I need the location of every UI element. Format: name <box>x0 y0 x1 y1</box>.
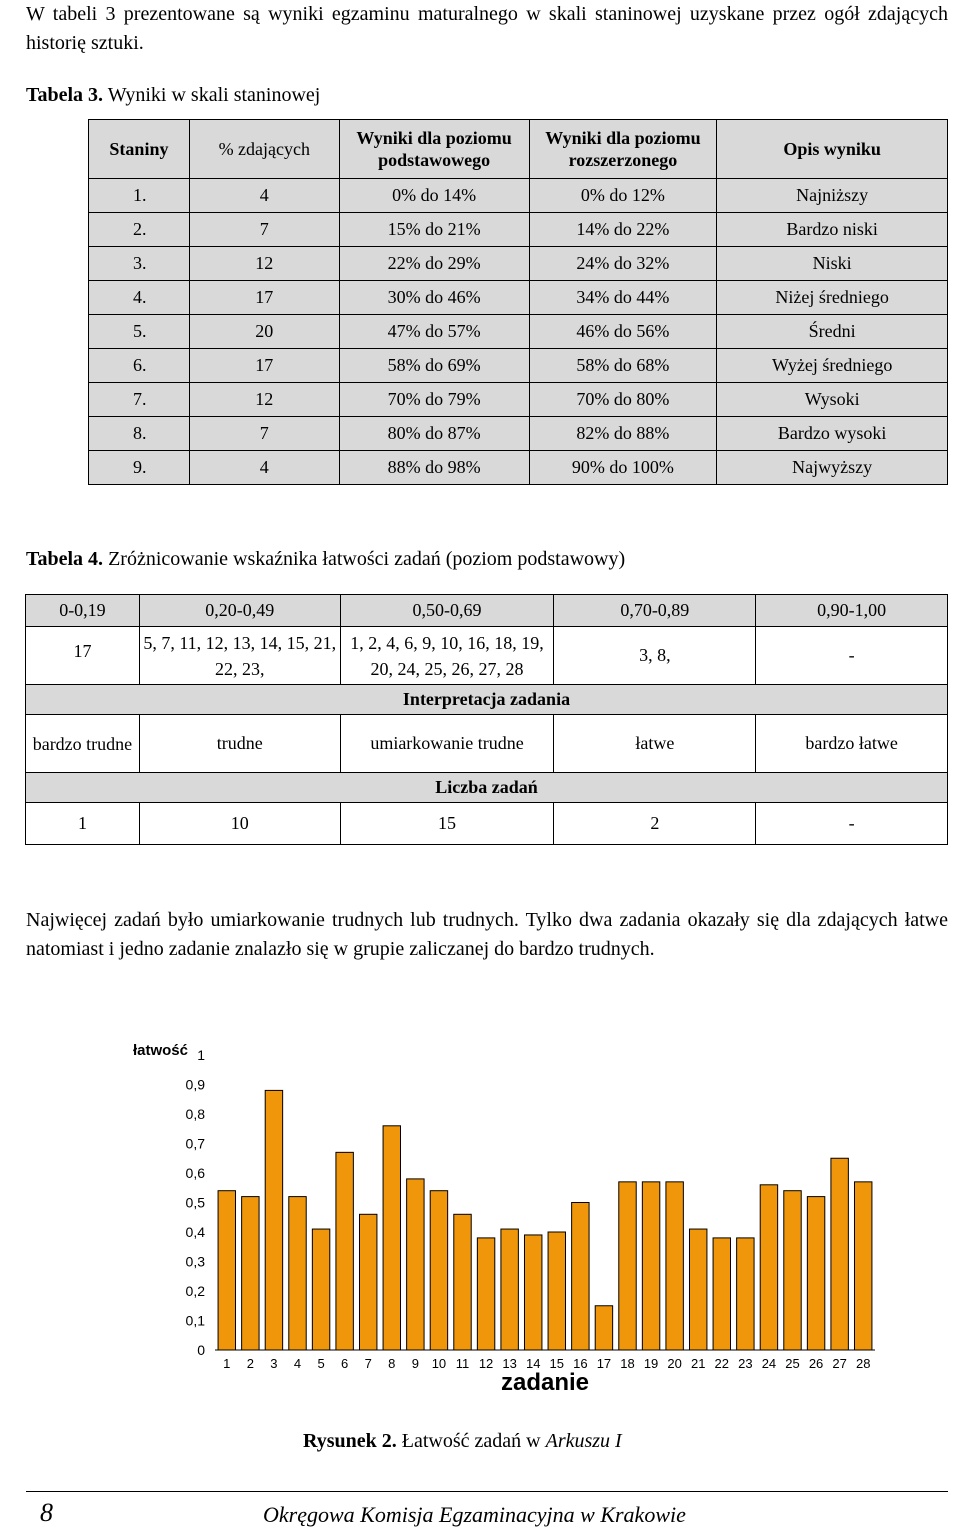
footer-org: Okręgowa Komisja Egzaminacyjna w Krakowie <box>263 1502 686 1527</box>
table-cell: Wyżej średniego <box>717 349 948 383</box>
tasks-cell: 17 <box>26 627 140 685</box>
table-cell: 90% do 100% <box>529 451 717 485</box>
x-tick-label: 9 <box>411 1356 419 1371</box>
table-row <box>89 383 948 417</box>
bar <box>336 1152 353 1350</box>
range-cell: 0,50-0,69 <box>340 595 554 627</box>
table-cell: 4. <box>89 281 190 315</box>
y-tick-label: 1 <box>197 1047 205 1063</box>
x-axis-label: zadanie <box>500 1369 590 1396</box>
col-header: Wyniki dla poziomu podstawowego <box>339 120 529 179</box>
table-cell: 4 <box>189 179 339 213</box>
x-tick-label: 26 <box>808 1356 824 1371</box>
table-row <box>89 213 948 247</box>
table-row <box>89 281 948 315</box>
table-row <box>89 179 948 213</box>
x-tick-label: 10 <box>431 1356 447 1371</box>
x-tick-label: 24 <box>761 1356 777 1371</box>
table-row <box>89 451 948 485</box>
bar <box>242 1197 259 1350</box>
interp-title-row <box>26 685 948 715</box>
ranges-row <box>26 595 948 627</box>
bar <box>430 1191 447 1350</box>
figure-caption-label: Rysunek 2. <box>303 1430 397 1452</box>
count-cell: 15 <box>340 803 554 845</box>
table-cell: 46% do 56% <box>529 315 717 349</box>
bar <box>666 1182 683 1350</box>
table4-caption-text: Zróżnicowanie wskaźnika łatwości zadań (poziom podstawowy) <box>103 548 626 570</box>
x-tick-label: 18 <box>620 1356 635 1371</box>
table-cell: 5. <box>89 315 190 349</box>
range-cell: 0,70-0,89 <box>554 595 756 627</box>
range-cell: 0,20-0,49 <box>139 595 340 627</box>
table-cell: 17 <box>189 349 339 383</box>
x-tick-label: 5 <box>317 1356 325 1371</box>
tasks-cell: - <box>756 627 948 685</box>
y-axis-label: łatwość <box>132 1042 188 1059</box>
count-title: Liczba zadań <box>26 773 948 803</box>
interp-cell: łatwe <box>554 715 756 773</box>
figure-caption-italic: Arkuszu I <box>545 1430 622 1452</box>
y-tick-label: 0,3 <box>185 1253 205 1270</box>
y-tick-label: 0,5 <box>185 1194 205 1211</box>
page-number: 8 <box>40 1498 53 1527</box>
count-cell: 10 <box>139 803 340 845</box>
x-tick-label: 15 <box>549 1356 565 1371</box>
table-cell: 47% do 57% <box>339 315 529 349</box>
table-cell: 34% do 44% <box>529 281 717 315</box>
table-cell: 0% do 14% <box>339 179 529 213</box>
table-cell: Niżej średniego <box>717 281 948 315</box>
table-cell: Bardzo wysoki <box>717 417 948 451</box>
table-cell: 1. <box>89 179 190 213</box>
tasks-cell: 5, 7, 11, 12, 13, 14, 15, 21, 22, 23, <box>139 627 340 685</box>
table-cell: 7 <box>189 417 339 451</box>
bar <box>359 1214 376 1350</box>
bar <box>312 1229 329 1350</box>
table-cell: 7. <box>89 383 190 417</box>
tasks-row <box>26 627 948 685</box>
bar <box>760 1185 777 1350</box>
table-cell: 15% do 21% <box>339 213 529 247</box>
col-header: Wyniki dla poziomu rozszerzonego <box>529 120 717 179</box>
table-cell: 4 <box>189 451 339 485</box>
table-cell: 12 <box>189 247 339 281</box>
bar <box>831 1158 848 1350</box>
y-tick-label: 0 <box>197 1342 205 1358</box>
stanine-table <box>88 119 948 485</box>
x-tick-label: 16 <box>573 1356 588 1371</box>
table-cell: 88% do 98% <box>339 451 529 485</box>
summary-paragraph: Najwięcej zadań było umiarkowanie trudnych lub trudnych. Tylko dwa zadania okazały się dla zdających łatwe natomiast i jedno zadanie znalazło się w grupie zaliczanej do bardzo trudnych. <box>26 909 948 960</box>
x-tick-label: 25 <box>785 1356 800 1371</box>
table-cell: 30% do 46% <box>339 281 529 315</box>
table-cell: 8. <box>89 417 190 451</box>
x-tick-label: 3 <box>270 1356 278 1371</box>
col-header: Staniny <box>89 120 190 179</box>
figure-caption <box>303 1430 622 1453</box>
bar <box>572 1203 589 1351</box>
table3-caption <box>26 84 320 107</box>
count-cell: 1 <box>26 803 140 845</box>
table-cell: 2. <box>89 213 190 247</box>
table-cell: 20 <box>189 315 339 349</box>
interp-cell: trudne <box>139 715 340 773</box>
table-cell: 22% do 29% <box>339 247 529 281</box>
count-cell: 2 <box>554 803 756 845</box>
interp-cell: bardzo łatwe <box>756 715 948 773</box>
y-tick-label: 0,7 <box>185 1135 205 1152</box>
col-header: % zdających <box>189 120 339 179</box>
table-cell: 0% do 12% <box>529 179 717 213</box>
table-cell: 12 <box>189 383 339 417</box>
bar <box>737 1238 754 1350</box>
tasks-cell: 3, 8, <box>554 627 756 685</box>
range-cell: 0-0,19 <box>26 595 140 627</box>
x-tick-label: 17 <box>596 1356 612 1371</box>
easiness-chart <box>100 1030 900 1405</box>
table-cell: 58% do 68% <box>529 349 717 383</box>
bar <box>383 1126 400 1350</box>
bar <box>265 1090 282 1350</box>
x-tick-label: 12 <box>478 1356 494 1371</box>
table-cell: 70% do 80% <box>529 383 717 417</box>
table-cell: Niski <box>717 247 948 281</box>
table-cell: 7 <box>189 213 339 247</box>
bar <box>289 1197 306 1350</box>
tasks-cell: 1, 2, 4, 6, 9, 10, 16, 18, 19, 20, 24, 25, 26, 27, 28 <box>340 627 554 685</box>
interp-title: Interpretacja zadania <box>26 685 948 715</box>
table-row <box>89 247 948 281</box>
x-tick-label: 27 <box>832 1356 847 1371</box>
x-tick-label: 19 <box>643 1356 659 1371</box>
y-tick-label: 0,8 <box>185 1106 205 1122</box>
table4-caption <box>26 548 625 571</box>
table-cell: 80% do 87% <box>339 417 529 451</box>
bar <box>548 1232 565 1350</box>
table-row <box>89 417 948 451</box>
table-cell: 3. <box>89 247 190 281</box>
table-cell: Wysoki <box>717 383 948 417</box>
table-cell: 9. <box>89 451 190 485</box>
bar <box>642 1182 659 1350</box>
table-cell: Średni <box>717 315 948 349</box>
x-tick-label: 6 <box>341 1356 349 1371</box>
intro-paragraph: W tabeli 3 prezentowane są wyniki egzaminu maturalnego w skali staninowej uzyskane przez ogół zdających historię sztuki. <box>26 3 948 54</box>
x-tick-label: 4 <box>293 1356 302 1371</box>
y-tick-label: 0,4 <box>185 1224 205 1240</box>
table-header-row <box>89 120 948 179</box>
interp-cell: bardzo trudne <box>26 715 140 773</box>
interp-cell: umiarkowanie trudne <box>340 715 554 773</box>
bar <box>784 1191 801 1350</box>
bar <box>477 1238 494 1350</box>
y-tick-label: 0,1 <box>185 1312 205 1329</box>
count-row <box>26 803 948 845</box>
bar <box>454 1214 471 1350</box>
table-cell: Najwyższy <box>717 451 948 485</box>
x-tick-label: 1 <box>223 1356 231 1371</box>
col-header: Opis wyniku <box>717 120 948 179</box>
bar <box>619 1182 636 1350</box>
x-tick-label: 11 <box>455 1356 470 1371</box>
bar <box>807 1197 824 1350</box>
difficulty-table <box>25 594 948 845</box>
bar <box>407 1179 424 1350</box>
bar <box>854 1182 871 1350</box>
y-tick-label: 0,9 <box>185 1076 205 1093</box>
table-cell: 82% do 88% <box>529 417 717 451</box>
x-tick-label: 14 <box>525 1356 541 1371</box>
count-title-row <box>26 773 948 803</box>
table-cell: 17 <box>189 281 339 315</box>
bar <box>501 1229 518 1350</box>
table-row <box>89 315 948 349</box>
table3-caption-text: Wyniki w skali staninowej <box>103 84 321 106</box>
figure-caption-text: Łatwość zadań w <box>396 1430 546 1452</box>
x-tick-label: 2 <box>246 1356 254 1371</box>
x-tick-label: 7 <box>364 1356 372 1371</box>
table-cell: 6. <box>89 349 190 383</box>
footer-divider <box>26 1491 948 1492</box>
bar <box>713 1238 730 1350</box>
table-cell: 14% do 22% <box>529 213 717 247</box>
table3-caption-label: Tabela 3. <box>26 84 104 106</box>
x-tick-label: 23 <box>738 1356 753 1371</box>
table-cell: 70% do 79% <box>339 383 529 417</box>
count-cell: - <box>756 803 948 845</box>
x-tick-label: 21 <box>690 1356 706 1371</box>
table-row <box>89 349 948 383</box>
bar <box>524 1235 541 1350</box>
bar <box>218 1191 235 1350</box>
x-tick-label: 8 <box>388 1356 396 1371</box>
table-cell: 58% do 69% <box>339 349 529 383</box>
table-cell: Bardzo niski <box>717 213 948 247</box>
table4-caption-label: Tabela 4. <box>26 548 104 570</box>
x-tick-label: 13 <box>502 1356 517 1371</box>
interp-row <box>26 715 948 773</box>
table-cell: Najniższy <box>717 179 948 213</box>
y-tick-label: 0,2 <box>185 1283 205 1299</box>
x-tick-label: 28 <box>855 1356 871 1371</box>
y-tick-label: 0,6 <box>185 1165 205 1181</box>
table-cell: 24% do 32% <box>529 247 717 281</box>
bar <box>689 1229 706 1350</box>
bar <box>595 1306 612 1350</box>
x-tick-label: 22 <box>714 1356 730 1371</box>
range-cell: 0,90-1,00 <box>756 595 948 627</box>
x-tick-label: 20 <box>667 1356 682 1371</box>
